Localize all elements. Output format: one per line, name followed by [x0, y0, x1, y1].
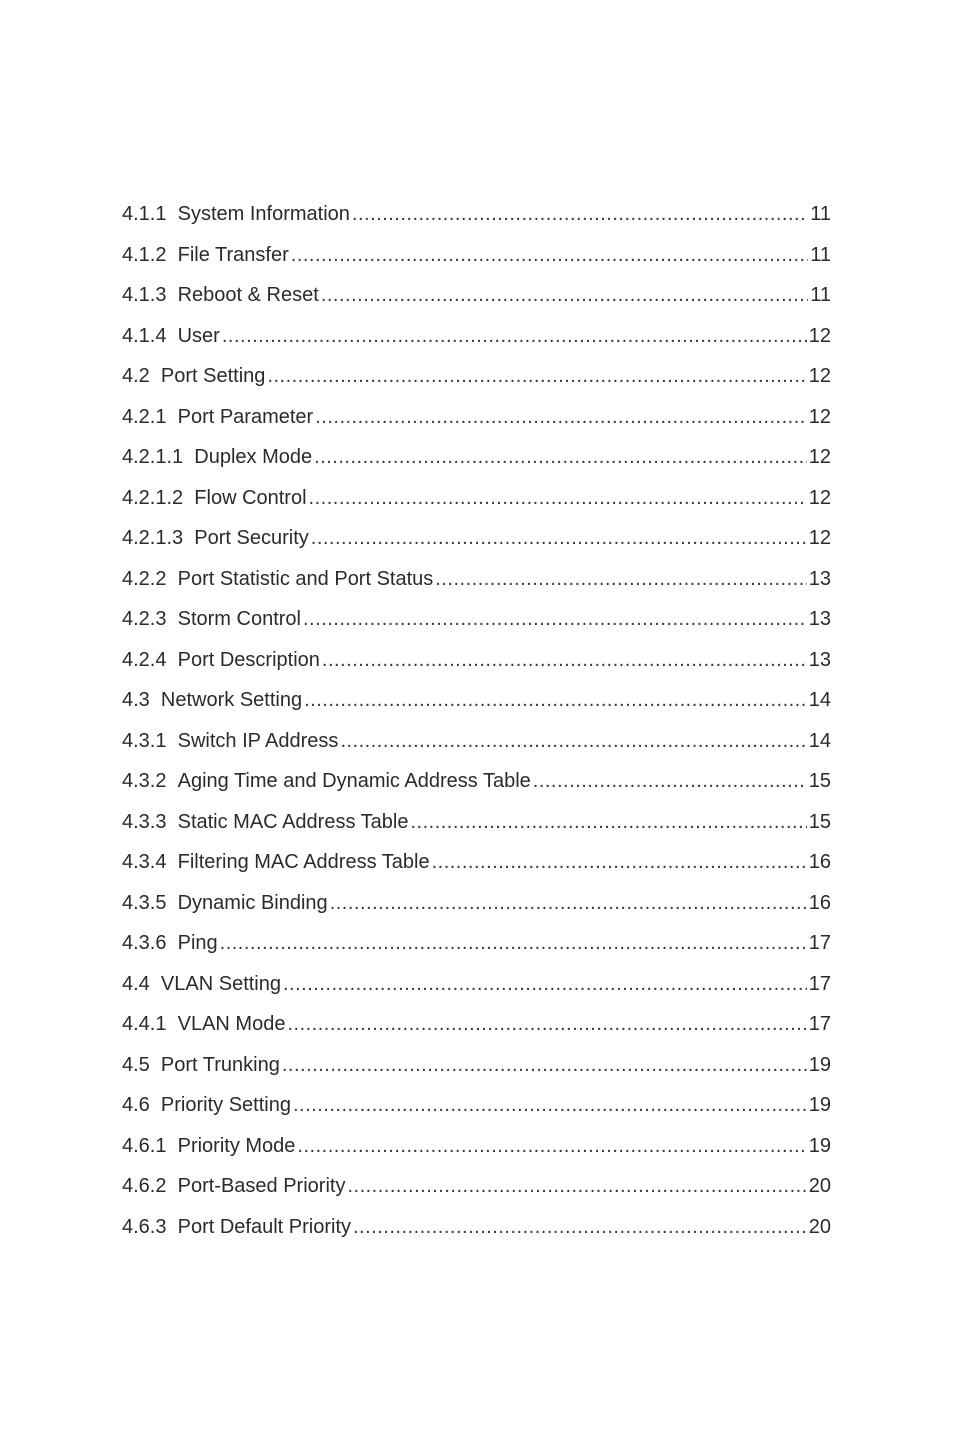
toc-entry-title: Aging Time and Dynamic Address Table — [177, 770, 531, 792]
toc-dot-leader — [282, 1047, 807, 1083]
toc-entry[interactable] — [122, 480, 831, 521]
toc-entry-page: 15 — [808, 810, 831, 833]
toc-entry-page: 14 — [808, 729, 831, 752]
toc-entry-number: 4.1.1 — [122, 203, 178, 225]
toc-entry-page: 17 — [808, 1013, 831, 1035]
table-of-contents — [122, 196, 831, 1249]
toc-entry-title: Port Statistic and Port Status — [177, 567, 434, 590]
toc-entry[interactable] — [122, 237, 831, 278]
toc-entry[interactable] — [122, 277, 831, 318]
toc-entry-page: 11 — [810, 243, 831, 266]
toc-entry-title: Port Default Priority — [177, 1215, 351, 1238]
toc-entry[interactable] — [122, 966, 831, 1007]
toc-entry-number: 4.2.4 — [122, 648, 178, 671]
toc-entry-number: 4.3.3 — [122, 810, 178, 833]
toc-dot-leader — [347, 1168, 806, 1204]
toc-entry-number: 4.2.1.3 — [122, 527, 195, 549]
toc-entry[interactable] — [122, 1087, 831, 1128]
toc-entry-title: Port Description — [177, 648, 320, 671]
toc-entry-title: File Transfer — [177, 243, 289, 266]
toc-entry[interactable] — [122, 399, 831, 440]
toc-dot-leader — [311, 520, 807, 556]
toc-entry[interactable] — [122, 1128, 831, 1169]
toc-entry[interactable] — [122, 682, 831, 723]
toc-entry[interactable] — [122, 1168, 831, 1209]
toc-entry-title: Switch IP Address — [177, 729, 339, 752]
toc-entry-page: 13 — [808, 567, 831, 590]
toc-entry-number: 4.1.2 — [122, 243, 178, 266]
toc-entry-number: 4.6.2 — [122, 1175, 178, 1197]
toc-dot-leader — [297, 1128, 806, 1164]
toc-entry[interactable] — [122, 1209, 831, 1250]
toc-entry-number: 4.1.4 — [122, 324, 178, 347]
toc-entry-title: Port Setting — [160, 365, 266, 387]
toc-entry-title: Duplex Mode — [194, 446, 313, 468]
toc-entry-page: 11 — [810, 284, 831, 306]
toc-dot-leader — [533, 763, 807, 799]
toc-dot-leader — [435, 561, 806, 597]
toc-entry[interactable] — [122, 1006, 831, 1047]
toc-entry-page: 15 — [808, 770, 831, 792]
toc-entry-number: 4.5 — [122, 1053, 161, 1076]
toc-entry[interactable] — [122, 885, 831, 926]
toc-entry[interactable] — [122, 358, 831, 399]
toc-entry[interactable] — [122, 925, 831, 966]
toc-entry-title: Port Trunking — [160, 1053, 280, 1076]
toc-entry-number: 4.3 — [122, 689, 161, 711]
toc-entry-page: 12 — [808, 365, 831, 387]
toc-entry-title: Ping — [177, 932, 218, 954]
toc-entry-page: 14 — [808, 689, 831, 711]
toc-entry[interactable] — [122, 196, 831, 237]
toc-entry[interactable] — [122, 844, 831, 885]
toc-dot-leader — [304, 682, 807, 718]
toc-entry-number: 4.3.5 — [122, 891, 178, 914]
toc-entry-title: Reboot & Reset — [177, 284, 319, 306]
toc-entry-number: 4.2.1.2 — [122, 486, 195, 509]
toc-entry-number: 4.3.6 — [122, 932, 178, 954]
toc-dot-leader — [321, 277, 808, 313]
toc-dot-leader — [287, 1006, 806, 1042]
toc-entry-title: Static MAC Address Table — [177, 810, 409, 833]
toc-entry-number: 4.3.2 — [122, 770, 178, 792]
toc-dot-leader — [222, 318, 807, 354]
toc-entry-title: Port-Based Priority — [177, 1175, 346, 1197]
toc-entry-title: Storm Control — [177, 608, 301, 630]
toc-dot-leader — [432, 844, 807, 880]
toc-dot-leader — [322, 642, 807, 678]
toc-entry-page: 17 — [808, 932, 831, 954]
toc-entry-number: 4.3.4 — [122, 851, 178, 873]
toc-dot-leader — [303, 601, 807, 637]
toc-entry-number: 4.3.1 — [122, 729, 178, 752]
toc-entry-number: 4.6.3 — [122, 1215, 178, 1238]
toc-entry-page: 13 — [808, 608, 831, 630]
toc-entry-page: 12 — [808, 405, 831, 428]
toc-entry-number: 4.6.1 — [122, 1134, 178, 1157]
toc-entry-page: 19 — [808, 1134, 831, 1157]
toc-entry-page: 20 — [808, 1175, 831, 1197]
toc-entry[interactable] — [122, 642, 831, 683]
toc-entry-page: 11 — [810, 203, 831, 225]
toc-entry-number: 4.2.3 — [122, 608, 178, 630]
toc-entry-number: 4.2 — [122, 365, 161, 387]
toc-entry-page: 12 — [808, 527, 831, 549]
toc-entry-page: 16 — [808, 851, 831, 873]
toc-entry[interactable] — [122, 520, 831, 561]
toc-entry-page: 16 — [808, 891, 831, 914]
toc-dot-leader — [283, 966, 807, 1002]
toc-entry[interactable] — [122, 561, 831, 602]
toc-dot-leader — [267, 358, 806, 394]
toc-entry-title: Dynamic Binding — [177, 891, 328, 914]
toc-entry-number: 4.6 — [122, 1094, 161, 1116]
toc-entry-number: 4.2.1 — [122, 405, 178, 428]
toc-entry-title: Flow Control — [194, 486, 307, 509]
toc-entry-title: Filtering MAC Address Table — [177, 851, 430, 873]
toc-entry-page: 13 — [808, 648, 831, 671]
toc-entry[interactable] — [122, 763, 831, 804]
toc-entry-number: 4.1.3 — [122, 284, 178, 306]
toc-entry-title: Port Parameter — [177, 405, 314, 428]
toc-entry-number: 4.4.1 — [122, 1013, 178, 1035]
toc-entry-title: Network Setting — [160, 689, 303, 711]
toc-entry-page: 12 — [808, 324, 831, 347]
toc-entry-page: 12 — [808, 446, 831, 468]
toc-entry[interactable] — [122, 804, 831, 845]
toc-dot-leader — [291, 237, 808, 273]
toc-entry-number: 4.4 — [122, 972, 161, 995]
toc-entry-title: Port Security — [194, 527, 309, 549]
toc-dot-leader — [315, 399, 807, 435]
toc-dot-leader — [352, 196, 808, 232]
toc-entry[interactable] — [122, 318, 831, 359]
toc-entry-page: 20 — [808, 1215, 831, 1238]
toc-dot-leader — [309, 480, 807, 516]
toc-entry-page: 12 — [808, 486, 831, 509]
toc-entry-title: Priority Setting — [160, 1094, 291, 1116]
toc-entry-page: 19 — [808, 1094, 831, 1116]
toc-entry-title: System Information — [177, 203, 350, 225]
toc-dot-leader — [410, 804, 806, 840]
toc-entry-title: VLAN Setting — [160, 972, 281, 995]
toc-entry-title: Priority Mode — [177, 1134, 296, 1157]
toc-entry-title: User — [177, 324, 220, 347]
toc-dot-leader — [353, 1209, 807, 1245]
toc-entry-page: 17 — [808, 972, 831, 995]
toc-entry[interactable] — [122, 723, 831, 764]
toc-entry[interactable] — [122, 1047, 831, 1088]
toc-entry-number: 4.2.2 — [122, 567, 178, 590]
toc-dot-leader — [314, 439, 807, 475]
toc-entry-page: 19 — [808, 1053, 831, 1076]
toc-entry-number: 4.2.1.1 — [122, 446, 195, 468]
toc-dot-leader — [293, 1087, 807, 1123]
toc-dot-leader — [330, 885, 807, 921]
toc-dot-leader — [340, 723, 806, 759]
toc-entry[interactable] — [122, 601, 831, 642]
toc-dot-leader — [220, 925, 807, 961]
toc-entry[interactable] — [122, 439, 831, 480]
toc-entry-title: VLAN Mode — [177, 1013, 286, 1035]
